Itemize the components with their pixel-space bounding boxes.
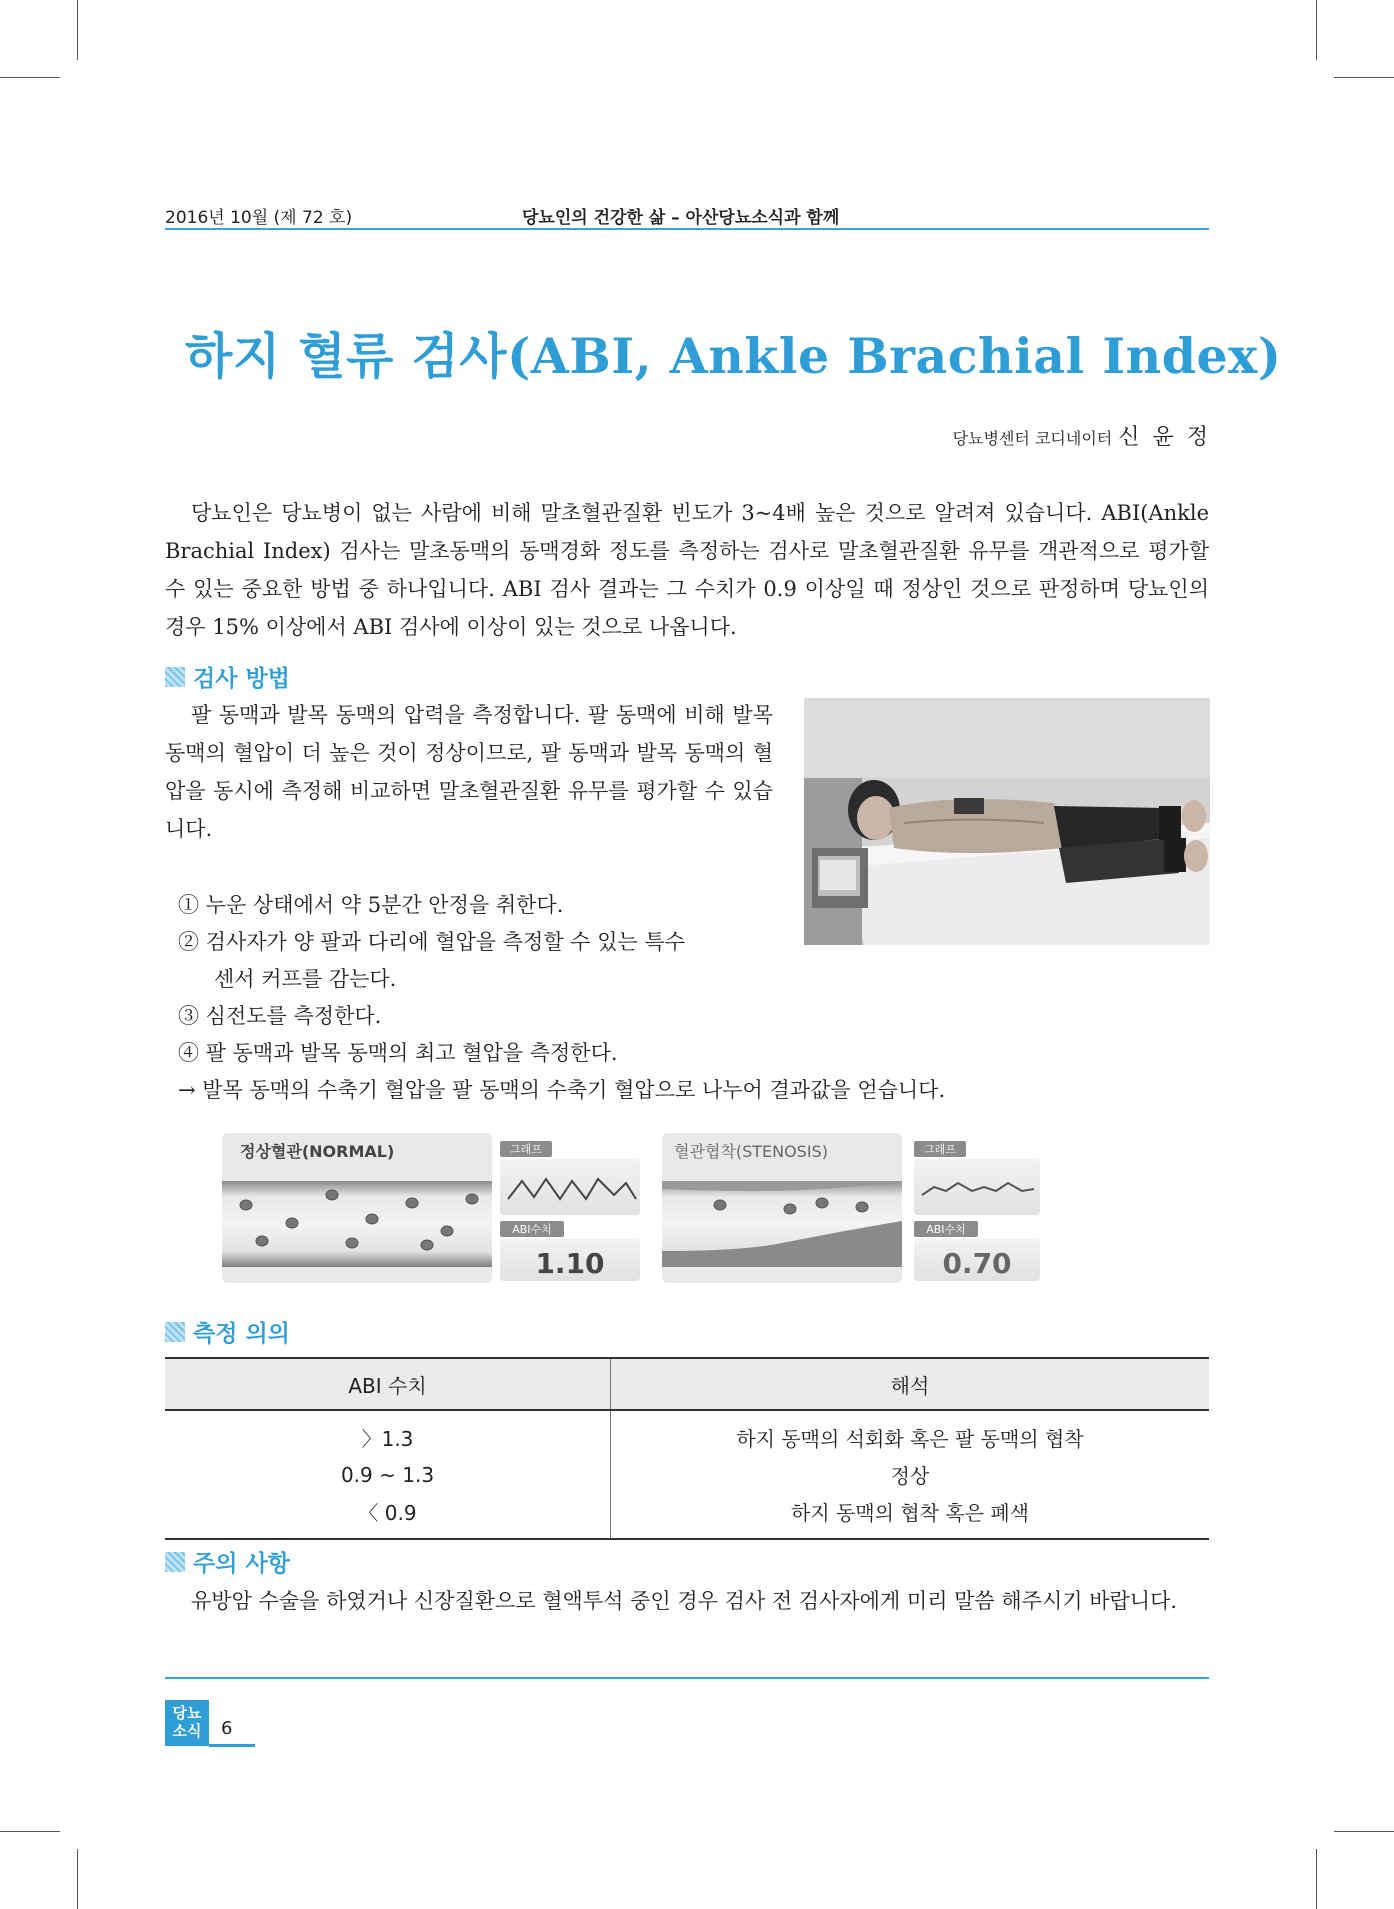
- section-heading-label: 주의 사항: [193, 1551, 290, 1577]
- magazine-badge: [165, 1700, 209, 1746]
- table-row: [165, 1410, 1209, 1456]
- author-role: 당뇨병센터 코디네이터: [952, 429, 1113, 448]
- step-item: ① 누운 상태에서 약 5분간 안정을 취한다.: [178, 893, 564, 917]
- abi-range-cell: 0.9 ~ 1.3: [165, 1456, 611, 1493]
- interpretation-cell: 정상: [890, 1464, 930, 1488]
- page-number: 6: [221, 1718, 233, 1739]
- section-heading-significance: [165, 1315, 290, 1348]
- header-rule: [165, 228, 1209, 230]
- step-item-continuation: 센서 커프를 감는다.: [214, 967, 397, 991]
- crop-mark: [0, 1831, 60, 1832]
- method-steps: [178, 887, 1208, 1109]
- section-marker-icon: [165, 1552, 185, 1572]
- table-header-row: [165, 1358, 1209, 1410]
- section-marker-icon: [165, 1322, 185, 1342]
- step-item: ③ 심전도를 측정한다.: [178, 1004, 382, 1028]
- page-number-underline: [209, 1744, 255, 1747]
- graph-tag: 그래프: [924, 1143, 956, 1156]
- crop-mark: [1334, 1831, 1394, 1832]
- badge-line: 소식: [172, 1722, 202, 1740]
- method-paragraph: 팔 동맥과 발목 동맥의 압력을 측정합니다. 팔 동맥에 비해 발목 동맥의 혈압이 더 높은 것이 정상이므로, 팔 동맥과 발목 동맥의 혈압을 동시에 측정해 비교하면 말초혈관질환 유무를 평가할 수 있습니다.: [165, 703, 773, 841]
- stenosis-label: 혈관협착(STENOSIS): [674, 1142, 828, 1161]
- abi-range-cell: 〈 0.9: [165, 1493, 611, 1539]
- vessel-diagram-svg: [222, 1133, 1042, 1283]
- abi-interpretation-table: [165, 1357, 1209, 1540]
- crop-mark: [0, 77, 60, 78]
- author-line: [953, 420, 1211, 451]
- crop-mark: [1316, 0, 1317, 60]
- crop-mark: [1316, 1849, 1317, 1909]
- crop-mark: [1334, 77, 1394, 78]
- table-row: [165, 1456, 1209, 1493]
- article-title: 하지 혈류 검사(ABI, Ankle Brachial Index): [185, 327, 1282, 385]
- stenosis-abi-value: 0.70: [942, 1247, 1012, 1280]
- abi-tag: ABI수치: [512, 1223, 552, 1236]
- abi-range-cell: 〉1.3: [165, 1410, 611, 1456]
- section-heading-method: [165, 660, 290, 693]
- intro-paragraph: 당뇨인은 당뇨병이 없는 사람에 비해 말초혈관질환 빈도가 3~4배 높은 것으로 알려져 있습니다. ABI(Ankle Brachial Index) 검사는 말초동맥의 동맥경화 정도를 측정하는 검사로 말초혈관질환 유무를 객관적으로 평가할 수 있는 중요한 방법 중 하나입니다. ABI 검사 결과는 그 수치가 0.9 이상일 때 정상인 것으로 판정하며 당뇨인의 경우 15% 이상에서 ABI 검사에 이상이 있는 것으로 나옵니다.: [165, 501, 1209, 639]
- badge-line: 당뇨: [172, 1704, 202, 1722]
- step-item: ④ 팔 동맥과 발목 동맥의 최고 혈압을 측정한다.: [178, 1041, 618, 1065]
- interpretation-cell: 하지 동맥의 석회화 혹은 팔 동맥의 협착: [736, 1427, 1084, 1451]
- normal-label: 정상혈관(NORMAL): [240, 1142, 395, 1161]
- step-item: ② 검사자가 양 팔과 다리에 혈압을 측정할 수 있는 특수: [178, 930, 686, 954]
- table-row: [165, 1493, 1209, 1539]
- section-heading-label: 측정 의의: [193, 1321, 290, 1347]
- crop-mark: [77, 1849, 78, 1909]
- step-result: → 발목 동맥의 수축기 혈압을 팔 동맥의 수축기 혈압으로 나누어 결과값을 얻습니다.: [178, 1078, 946, 1102]
- author-name: 신 윤 정: [1118, 425, 1211, 450]
- normal-abi-value: 1.10: [535, 1247, 605, 1280]
- footer-rule: [165, 1677, 1209, 1679]
- graph-tag: 그래프: [510, 1143, 542, 1156]
- column-header-interpretation: 해석: [611, 1358, 1210, 1410]
- interpretation-cell: 하지 동맥의 협착 혹은 폐색: [611, 1493, 1210, 1539]
- crop-mark: [77, 0, 78, 60]
- vessel-comparison-diagram: [222, 1133, 1042, 1287]
- abi-tag: ABI수치: [926, 1223, 966, 1236]
- issue-label: 2016년 10월 (제 72 호): [165, 208, 353, 228]
- magazine-title: 당뇨인의 건강한 삶 – 아산당뇨소식과 함께: [522, 208, 840, 228]
- column-header-abi: ABI 수치: [165, 1358, 611, 1410]
- section-heading-caution: [165, 1545, 290, 1578]
- section-heading-label: 검사 방법: [193, 666, 290, 692]
- section-marker-icon: [165, 667, 185, 687]
- caution-paragraph: 유방암 수술을 하였거나 신장질환으로 혈액투석 중인 경우 검사 전 검사자에게 미리 말씀 해주시기 바랍니다.: [191, 1589, 1178, 1613]
